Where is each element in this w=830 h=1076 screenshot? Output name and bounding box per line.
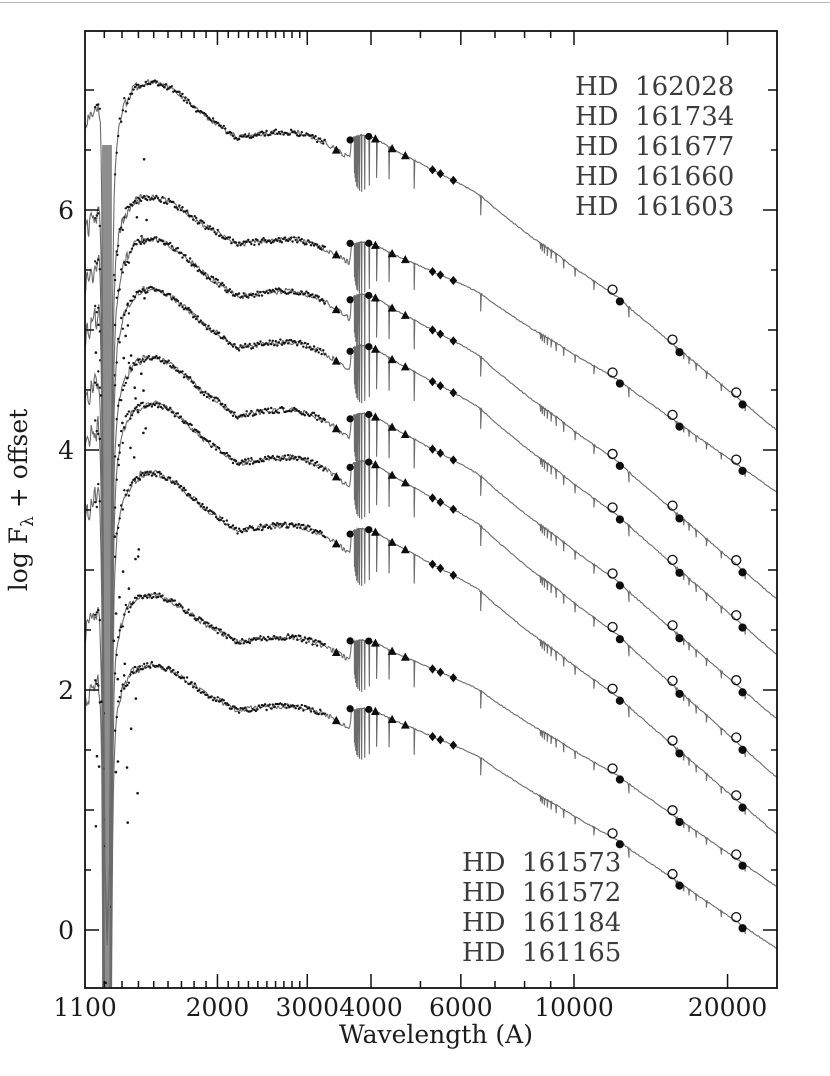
filled-diamond-marker [437,449,445,458]
ir-filled-circle-marker [738,803,746,811]
photometry-markers [332,343,747,632]
filled-circle-marker [365,240,372,247]
open-circle-marker [732,388,741,397]
ir-filled-circle-marker [738,688,746,696]
plot-generated-content [4,31,777,1076]
open-circle-marker [732,611,741,620]
filled-diamond-marker [450,388,458,397]
open-circle-marker [732,733,741,742]
legend-item: HD 161677 [575,132,735,162]
filled-triangle-marker [371,412,380,420]
photometry-markers [332,459,747,754]
ir-filled-circle-marker [738,746,746,754]
filled-circle-marker [347,464,354,471]
open-circle-marker [668,555,677,564]
filled-circle-marker [365,292,372,299]
open-circle-marker [608,503,617,512]
open-circle-marker [668,335,677,344]
ir-filled-circle-marker [675,569,683,577]
ir-filled-circle-marker [616,379,624,387]
ir-filled-circle-marker [738,623,746,631]
ir-filled-circle-marker [675,749,683,757]
filled-triangle-marker [332,539,341,547]
open-circle-marker [668,621,677,630]
legend-bottom [462,848,621,968]
y-axis-title-prefix: log F [4,526,33,592]
filled-triangle-marker [401,151,410,159]
filled-triangle-marker [401,430,410,438]
observed-points [94,355,326,1076]
filled-triangle-marker [401,478,410,486]
filled-circle-marker [347,415,354,422]
filled-diamond-marker [450,276,458,285]
page-top-rule [0,2,830,3]
open-circle-marker [608,829,617,838]
ir-filled-circle-marker [616,462,624,470]
x-tick-label: 4000 [339,993,403,1022]
spectrum-HD-161677 [85,236,777,1076]
filled-triangle-marker [371,293,380,301]
y-tick-label: 6 [58,196,74,225]
open-circle-marker [668,870,677,879]
open-circle-marker [732,913,741,922]
filled-diamond-marker [450,571,458,580]
ir-filled-circle-marker [616,775,624,783]
open-circle-marker [732,556,741,565]
filled-diamond-marker [429,560,437,569]
legend-item: HD 161165 [462,938,622,968]
spectrum-HD-161572 [85,470,777,1076]
photometry-markers [332,240,747,475]
filled-diamond-marker [450,176,458,185]
ir-filled-circle-marker [738,924,746,932]
filled-diamond-marker [437,564,445,573]
photometry-markers [332,526,747,812]
observed-points [94,471,326,1076]
y-tick-label: 0 [58,916,74,945]
filled-triangle-marker [401,362,410,370]
y-axis-title-subscript: λ [18,516,38,527]
open-circle-marker [668,806,677,815]
open-circle-marker [608,285,617,294]
open-circle-marker [608,764,617,773]
filled-triangle-marker [401,545,410,553]
legend-item: HD 161734 [575,102,735,132]
filled-circle-marker [347,637,354,644]
open-circle-marker [608,684,617,693]
filled-diamond-marker [450,741,458,750]
filled-diamond-marker [437,169,445,178]
filled-diamond-marker [429,664,437,673]
model-spectrum-line [85,287,777,1076]
filled-triangle-marker [332,424,341,432]
ir-filled-circle-marker [616,515,624,523]
filled-triangle-marker [401,720,410,728]
filled-triangle-marker [332,716,341,724]
x-axis-title: Wavelength (A) [339,1020,533,1049]
filled-circle-marker [347,240,354,247]
open-circle-marker [732,455,741,464]
filled-diamond-marker [429,325,437,334]
x-tick-label: 6000 [429,993,493,1022]
filled-diamond-marker [437,381,445,390]
legend-item: HD 161603 [575,192,735,222]
observed-points [94,661,326,828]
ir-filled-circle-marker [738,467,746,475]
filled-triangle-marker [371,345,380,353]
x-tick-label: 1100 [53,993,117,1022]
tick-labels [53,196,767,1022]
ir-filled-circle-marker [616,297,624,305]
x-tick-label: 20000 [687,993,768,1022]
open-circle-marker [732,791,741,800]
y-axis-title-suffix: + offset [4,408,33,517]
observed-points [94,402,326,1076]
legend-item: HD 161572 [462,878,622,908]
filled-diamond-marker [450,505,458,514]
filled-circle-marker [347,705,354,712]
ir-filled-circle-marker [616,697,624,705]
filled-diamond-marker [450,673,458,682]
spectra-group [85,79,777,1076]
filled-circle-marker [347,348,354,355]
y-tick-label: 4 [58,436,74,465]
photometry-markers [332,637,747,870]
model-spectrum-line [85,195,777,929]
ir-filled-circle-marker [738,400,746,408]
filled-circle-marker [347,296,354,303]
filled-circle-marker [365,526,372,533]
y-tick-label: 2 [58,676,74,705]
x-tick-label: 2000 [185,993,250,1022]
filled-triangle-marker [401,311,410,319]
filled-diamond-marker [450,336,458,345]
filled-diamond-marker [437,498,445,507]
ir-filled-circle-marker [675,514,683,522]
filled-diamond-marker [429,444,437,453]
observed-points [94,79,326,984]
model-spectrum-line [85,355,777,1076]
filled-diamond-marker [429,732,437,741]
spectrum-HD-161603 [85,355,777,1076]
legend-item: HD 162028 [575,72,735,102]
filled-circle-marker [365,133,372,140]
open-circle-marker [668,736,677,745]
filled-diamond-marker [437,668,445,677]
open-circle-marker [608,368,617,377]
filled-diamond-marker [429,493,437,502]
ir-filled-circle-marker [738,862,746,870]
open-circle-marker [668,501,677,510]
x-tick-label: 10000 [534,993,614,1022]
legend-item: HD 161660 [575,162,735,192]
filled-circle-marker [347,136,354,143]
filled-circle-marker [365,343,372,350]
filled-triangle-marker [371,638,380,646]
x-tick-label: 3000 [275,993,340,1022]
filled-circle-marker [347,530,354,537]
filled-diamond-marker [429,377,437,386]
filled-diamond-marker [437,270,445,279]
ir-filled-circle-marker [616,581,624,589]
ir-filled-circle-marker [675,690,683,698]
ir-filled-circle-marker [675,818,683,826]
open-circle-marker [732,676,741,685]
filled-circle-marker [365,411,372,418]
open-circle-marker [608,623,617,632]
spectrum-HD-161660 [85,286,777,1076]
filled-triangle-marker [371,134,380,142]
filled-diamond-marker [429,165,437,174]
open-circle-marker [668,410,677,419]
filled-diamond-marker [437,735,445,744]
open-circle-marker [608,569,617,578]
legend-item: HD 161573 [462,848,622,878]
ir-filled-circle-marker [616,635,624,643]
filled-triangle-marker [401,255,410,263]
legend-item: HD 161184 [462,908,622,938]
y-axis-title [4,409,38,591]
ir-filled-circle-marker [738,568,746,576]
open-circle-marker [732,850,741,859]
filled-diamond-marker [450,455,458,464]
open-circle-marker [668,676,677,685]
model-spectrum-line [85,470,777,1076]
filled-diamond-marker [437,329,445,338]
filled-diamond-marker [429,267,437,276]
filled-circle-marker [365,637,372,644]
observed-points [94,195,326,1025]
legend-top [575,72,734,222]
ir-filled-circle-marker [675,634,683,642]
filled-circle-marker [365,459,372,466]
ir-filled-circle-marker [675,882,683,890]
ir-filled-circle-marker [675,423,683,431]
filled-circle-marker [365,706,372,713]
open-circle-marker [608,449,617,458]
model-spectrum-line [85,237,777,1076]
ir-filled-circle-marker [675,348,683,356]
